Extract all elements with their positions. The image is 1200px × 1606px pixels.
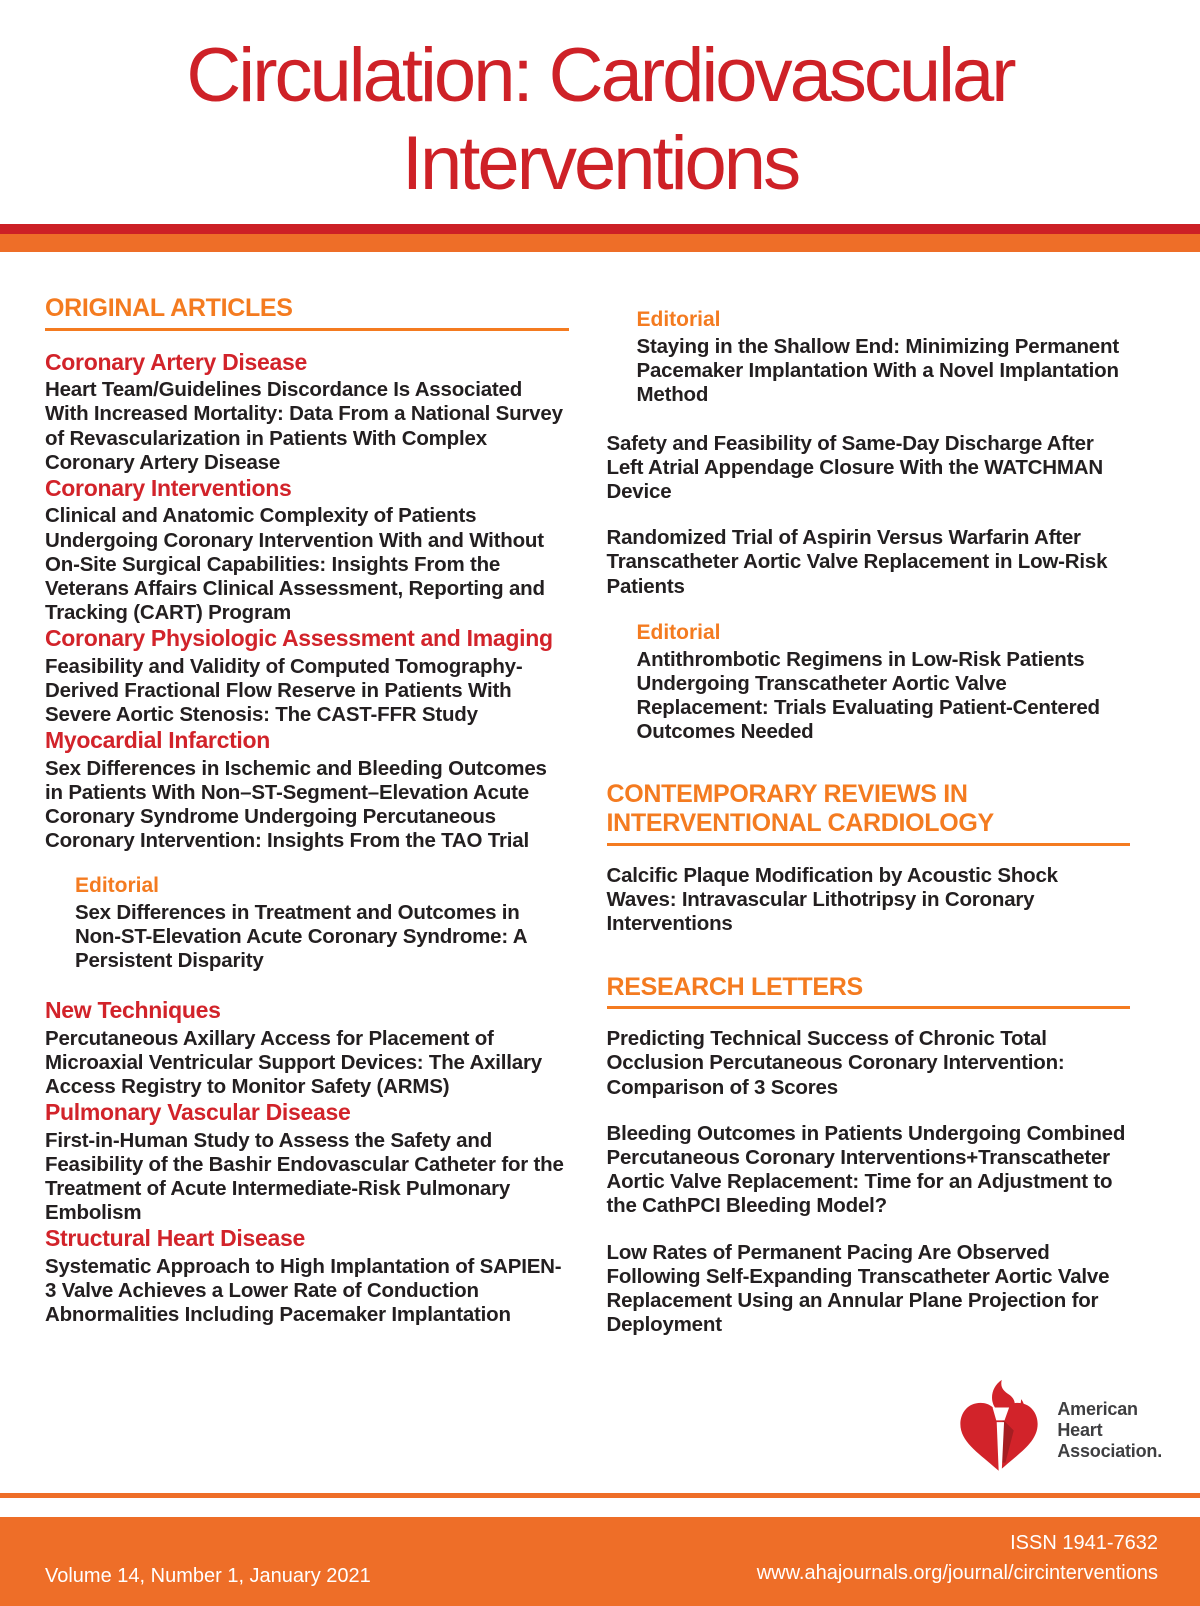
editorial-article-title: Staying in the Shallow End: Minimizing Permanent Pacemaker Implantation With a Novel Implantation Method [636, 335, 1119, 407]
footer-journal-url: www.ahajournals.org/journal/circinterventions [756, 1562, 1158, 1584]
article-title: Systematic Approach to High Implantation of SAPIEN-3 Valve Achieves a Lower Rate of Conduction Abnormalities Including Pacemaker Implantation [45, 1254, 562, 1327]
editorial-article-title: Sex Differences in Treatment and Outcomes in Non-ST-Elevation Acute Coronary Syndrome: A Persistent Disparity [75, 900, 527, 972]
aha-logo-line1: American [1057, 1398, 1138, 1419]
category-heading: Structural Heart Disease [45, 1225, 305, 1252]
left-column [45, 294, 569, 1337]
footer-right-block [757, 1528, 1158, 1588]
footer-bar [0, 1517, 1200, 1606]
aha-logo-line3: Association. [1057, 1440, 1162, 1461]
editorial-article-title: Antithrombotic Regimens in Low-Risk Patients Undergoing Transcatheter Aortic Valve Replacement: Trials Evaluating Patient-Centered Outcomes Needed [636, 647, 1100, 744]
article-title: Predicting Technical Success of Chronic Total Occlusion Percutaneous Coronary Intervention: Comparison of 3 Scores [606, 1027, 1065, 1099]
toc-group-coronary-artery-disease [45, 349, 569, 475]
table-of-contents [0, 252, 1200, 1337]
category-heading: Coronary Interventions [45, 474, 292, 501]
footer-issn: ISSN 1941-7632 [1010, 1532, 1158, 1554]
journal-title-line1: Circulation: Cardiovascular [186, 33, 1014, 118]
article-title: Sex Differences in Ischemic and Bleeding Outcomes in Patients With Non–ST-Segment–Elevation Acute Coronary Syndrome Undergoing Percutaneous Coronary Intervention: Insights From the TAO Trial [45, 756, 547, 853]
toc-group-coronary-interventions [45, 475, 569, 625]
editorial-block [75, 874, 569, 974]
article-title: Bleeding Outcomes in Patients Undergoing Combined Percutaneous Coronary Interventions+Transcatheter Aortic Valve Replacement: Time for an Adjustment to the CathPCI Bleeding Model? [606, 1121, 1126, 1218]
article-title: Percutaneous Axillary Access for Placement of Microaxial Ventricular Support Devices: The Axillary Access Registry to Monitor Safety (ARMS) [45, 1026, 542, 1098]
editorial-block [637, 294, 1131, 408]
editorial-label: Editorial [636, 620, 721, 644]
aha-logo [953, 1376, 1162, 1484]
section-header-research-letters: RESEARCH LETTERS [607, 973, 1131, 1010]
article-title: Low Rates of Permanent Pacing Are Observed Following Self-Expanding Transcatheter Aortic Valve Replacement Using an Annular Plane Projection for Deployment [606, 1240, 1110, 1337]
masthead-divider [0, 224, 1200, 252]
category-heading: Pulmonary Vascular Disease [45, 1099, 351, 1126]
toc-group-new-techniques [45, 997, 569, 1099]
toc-group-pulmonary-vascular [45, 1099, 569, 1225]
article-title: First-in-Human Study to Assess the Safety and Feasibility of the Bashir Endovascular Catheter for the Treatment of Acute Intermediate-Risk Pulmonary Embolism [45, 1128, 564, 1225]
category-heading: Myocardial Infarction [45, 727, 271, 754]
orange-divider-bar [0, 234, 1200, 252]
editorial-label: Editorial [75, 873, 160, 897]
toc-group-structural-heart [45, 1225, 569, 1327]
article-title: Calcific Plaque Modification by Acoustic Shock Waves: Intravascular Lithotripsy in Coronary Interventions [606, 863, 1058, 936]
footer-volume-info: Volume 14, Number 1, January 2021 [45, 1565, 371, 1587]
footer-rule [0, 1493, 1200, 1498]
journal-title-line2: Interventions [401, 121, 799, 206]
editorial-block [637, 621, 1131, 745]
category-heading: Coronary Artery Disease [45, 348, 307, 375]
toc-group-myocardial-infarction [45, 727, 569, 973]
aha-logo-wordmark [1057, 1399, 1162, 1462]
aha-logo-line2: Heart [1057, 1419, 1103, 1440]
article-title: Clinical and Anatomic Complexity of Patients Undergoing Coronary Intervention With and Without On-Site Surgical Capabilities: Insights From the Veterans Affairs Clinical Assessment, Reporting and Tracking (CART) Program [45, 504, 545, 625]
section-header-contemporary-reviews: CONTEMPORARY REVIEWS IN INTERVENTIONAL CARDIOLOGY [607, 780, 1131, 846]
section-header-original-articles: ORIGINAL ARTICLES [45, 294, 569, 331]
toc-group-coronary-physiologic [45, 625, 569, 727]
category-heading: Coronary Physiologic Assessment and Imaging [45, 625, 553, 652]
article-title: Randomized Trial of Aspirin Versus Warfarin After Transcatheter Aortic Valve Replacement in Low-Risk Patients [606, 526, 1108, 598]
article-title: Safety and Feasibility of Same-Day Discharge After Left Atrial Appendage Closure With the WATCHMAN Device [606, 431, 1103, 503]
editorial-label: Editorial [636, 308, 721, 331]
article-title: Feasibility and Validity of Computed Tomography-Derived Fractional Flow Reserve in Patients With Severe Aortic Stenosis: The CAST-FFR Study [45, 654, 523, 727]
aha-heart-torch-icon [953, 1376, 1045, 1484]
red-divider-bar [0, 224, 1200, 234]
journal-masthead [0, 0, 1200, 208]
article-title: Heart Team/Guidelines Discordance Is Associated With Increased Mortality: Data From a National Survey of Revascularization in Patients With Complex Coronary Artery Disease [45, 378, 563, 474]
category-heading: New Techniques [45, 997, 221, 1024]
right-column [607, 294, 1131, 1337]
